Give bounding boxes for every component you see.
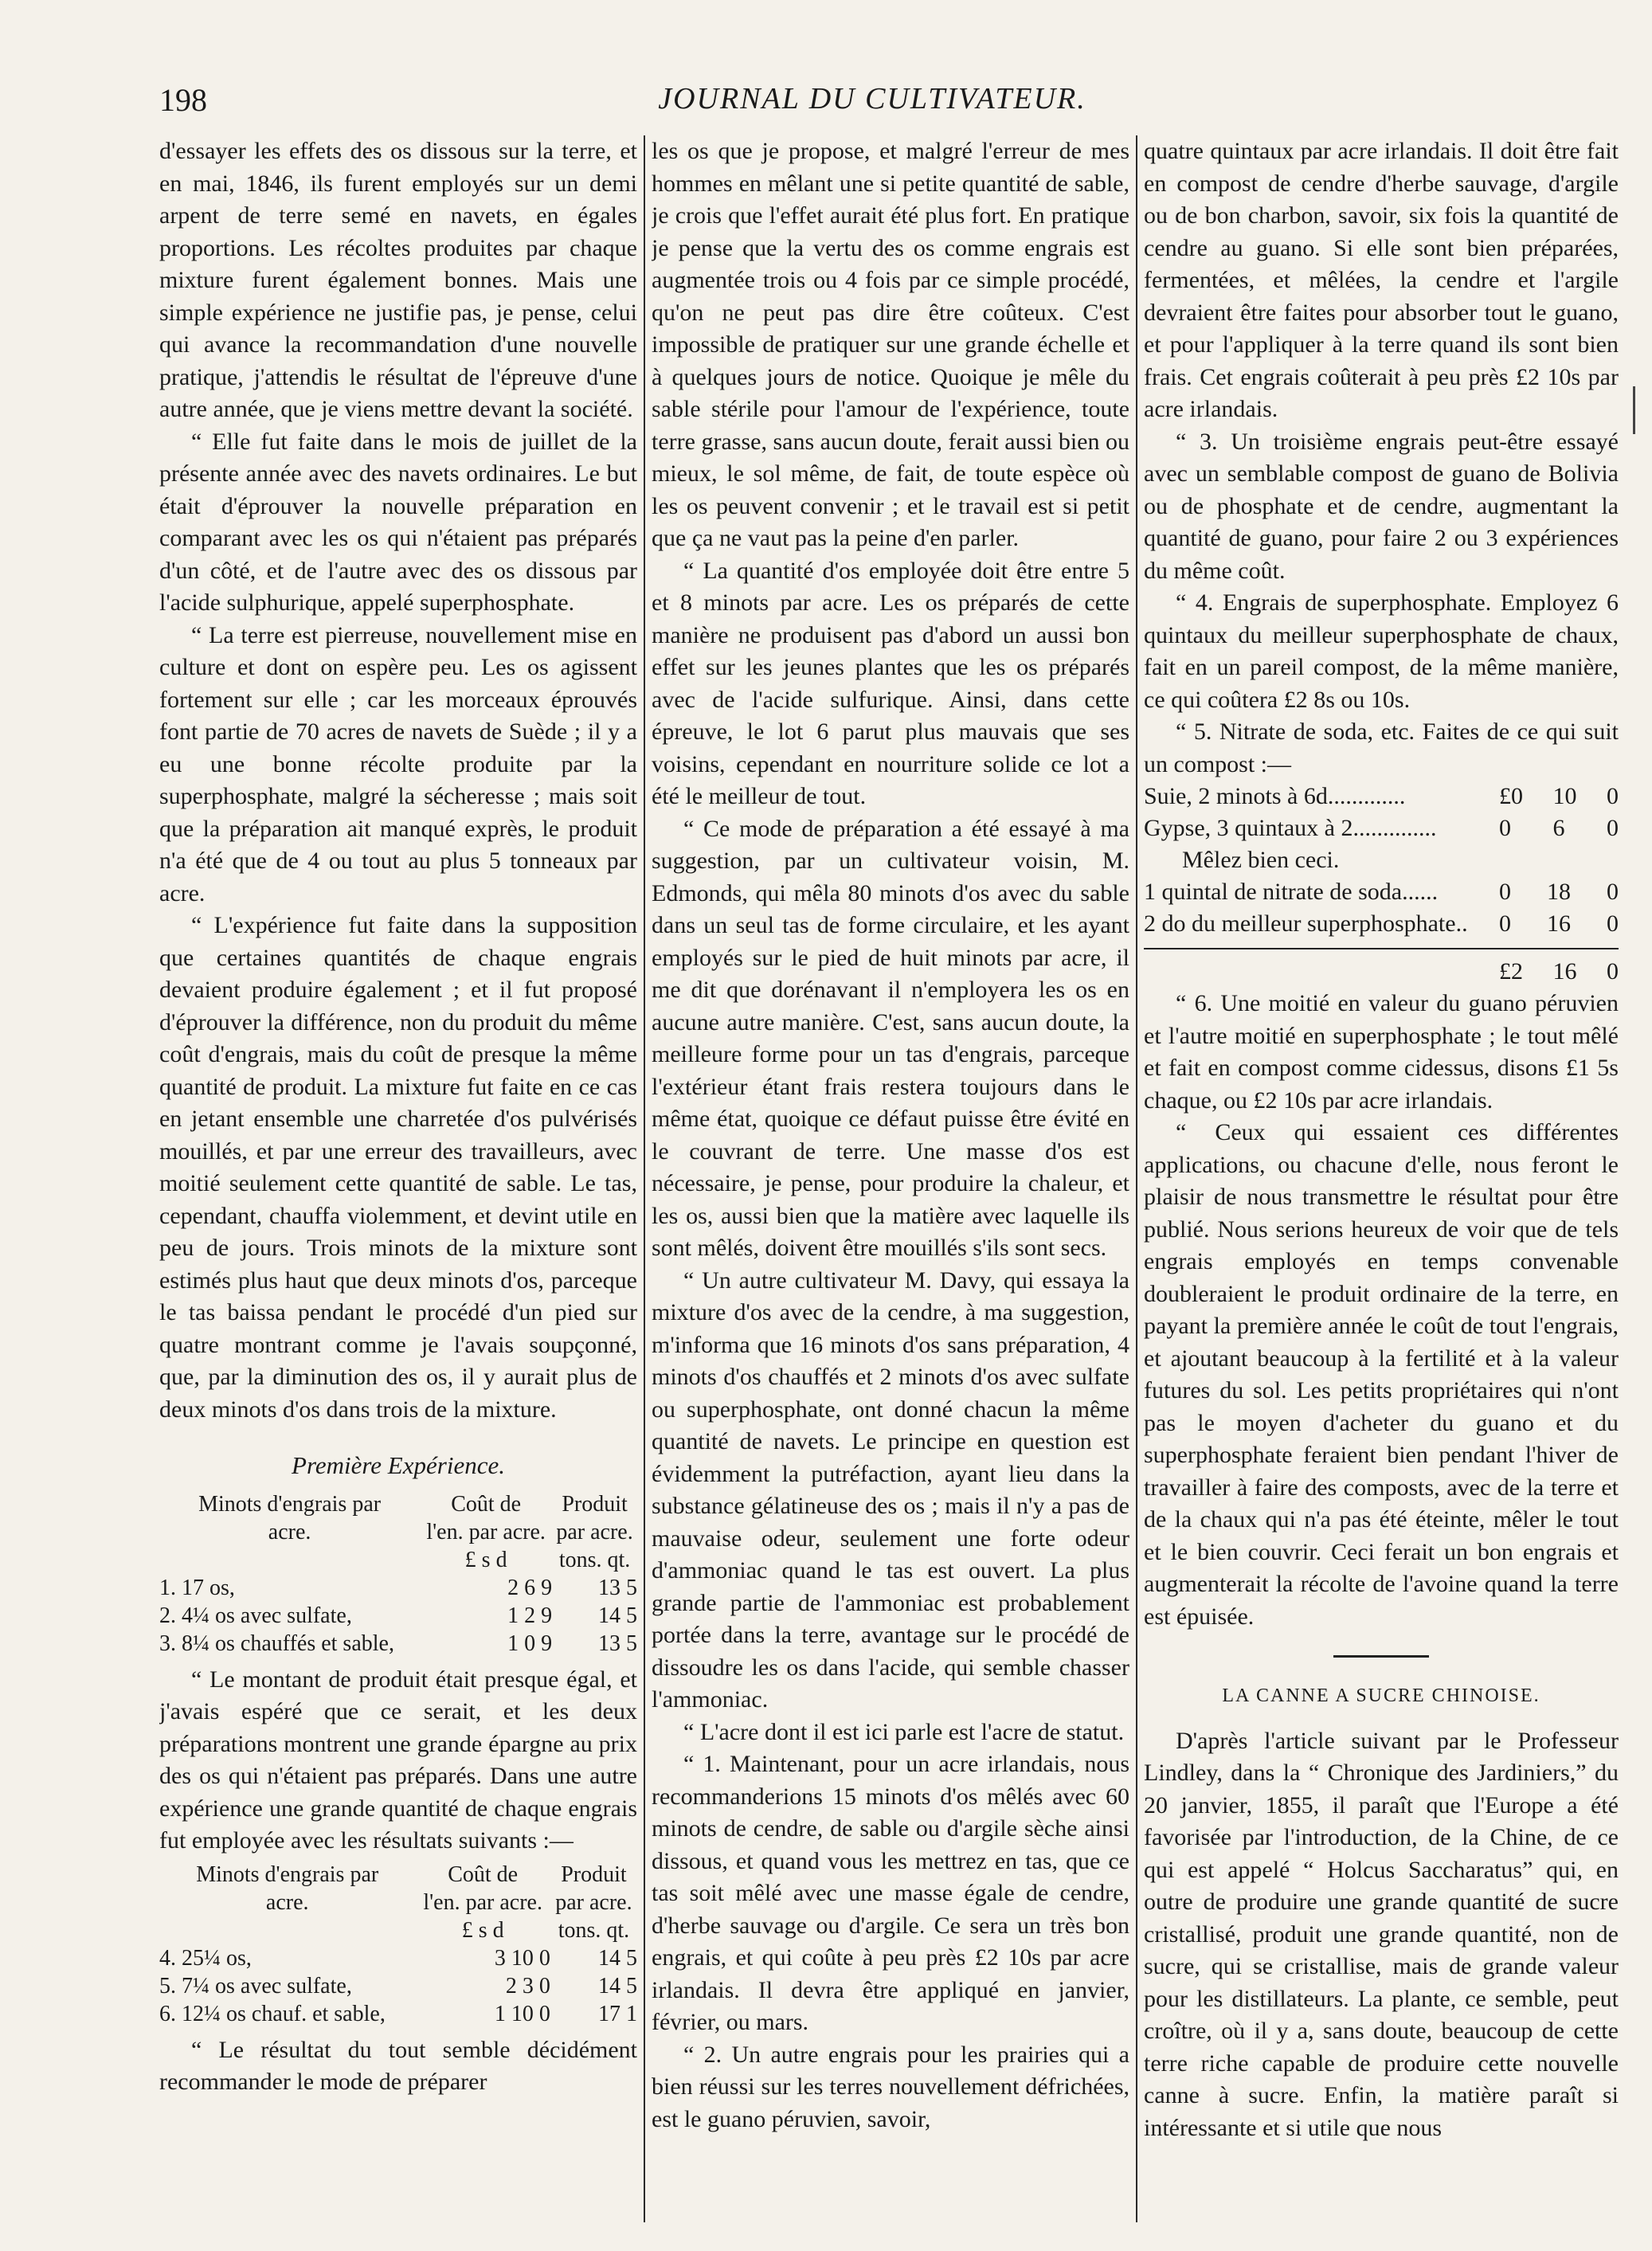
paragraph: “ Elle fut faite dans le mois de juillet de la présente année avec des navets ordinaires. Le but était d'éprouver la nouvelle préparation en comparant avec les os qui n'étaient pas préparés d'un côté, et de l'autre avec des os dissous par l'acide sulphurique, appelé superphosphate. [159, 428, 637, 616]
experiment-table-1 [159, 1490, 637, 1658]
col-header: Coût de [451, 1491, 522, 1517]
column-rule [1136, 135, 1137, 2222]
running-header [159, 73, 1585, 121]
paragraph: “ La terre est pierreuse, nouvellement mise en culture et dont on espère peu. Les os agissent fortement sur elle ; car les morceaux éprouvés font partie de 70 acres de navets de Suède ; il y a eu une bonne récolte produite par la superphosphate, malgré la sécheresse ; mais soit que la préparation ait manqué exprès, le produit n'a été que de 4 ou tout au plus 5 tonneaux par acre. [159, 621, 637, 906]
paragraph: d'essayer les effets des os dissous sur la terre, et en mai, 1846, ils furent employés sur un demi arpent de terre semé en navets, en égales proportions. Les récoltes produites par chaque mixture furent également bonnes. Mais une simple expérience ne justifie pas, je pense, celui qui avance la recommandation d'une nouvelle pratique, j'attendis le résultat de l'épreuve d'une autre année, que je viens mettre devant la société. [159, 138, 637, 422]
table-row: 3. 8¼ os chauffés et sable, 1 0 9 13 5 [159, 1631, 637, 1656]
paragraph: “ Ceux qui essaient ces différentes applications, ou chacune d'elle, nous feront le plaisir de nous transmettre le résultat pour être publié. Nous serions heureux de voir que de tels engrais employés en temps convenable doubleraient le produit ordinaire de la terre, en payant la première année le coût de tout l'engrais, et ajoutant beaucoup à la fertilité et à la valeur futures du sol. Les petits propriétaires qui n'ont pas le moyen d'acheter du guano et du superphosphate feraient bien pendant l'hiver de travailler à faire des composts, avec de la terre et de la chaux qui n'a pas été éteinte, mêler le tout et le bien couvrir. Ceci ferait un bon engrais et augmenterait la récolte de l'avoine quand la terre est épuisée. [1144, 1119, 1619, 1630]
column-1 [159, 135, 637, 2222]
column-2 [652, 135, 1129, 2222]
col-header: Minots d'engrais par [198, 1491, 382, 1517]
recipe-row: Gypse, 3 quintaux à 2.............. 0 6 0 [1144, 815, 1619, 841]
section-divider [1333, 1655, 1429, 1658]
units: tons. qt. [558, 1547, 631, 1572]
margin-mark [1633, 386, 1635, 434]
table-row: 6. 12¼ os chauf. et sable, 1 10 0 17 1 [159, 2001, 637, 2026]
units: £ s d [461, 1917, 504, 1943]
column-3 [1144, 135, 1619, 2222]
journal-title: JOURNAL DU CULTIVATEUR. [658, 82, 1086, 115]
page-number: 198 [159, 82, 207, 118]
col-header: Produit [562, 1491, 628, 1517]
paragraph: quatre quintaux par acre irlandais. Il doit être fait en compost de cendre d'herbe sauvage, d'argile ou de bon charbon, savoir, six fois la quantité de cendre au guano. Si elle sont bien préparées, fermentées, et mêlées, la cendre et l'argile devraient être faites pour absorber tout le guano, et pour l'appliquer à la terre quand ils sont bien frais. Cet engrais coûterait à peu près £2 10s par acre irlandais. [1144, 138, 1619, 422]
col-header: l'en. par acre. [423, 1889, 542, 1915]
paragraph: “ L'acre dont il est ici parle est l'acre de statut. [683, 1718, 1125, 1745]
column-rule [644, 135, 645, 2222]
recipe-total: £2 16 0 [1499, 958, 1619, 985]
paragraph: “ 2. Un autre engrais pour les prairies qui a bien réussi sur les terres nouvellement défrichées, est le guano péruvien, savoir, [652, 2041, 1129, 2132]
units: £ s d [464, 1547, 507, 1572]
paragraph: “ 3. Un troisième engrais peut-être essayé avec un semblable compost de guano de Bolivia ou de phosphate et de cendre, augmentant la quantité de guano, pour faire 2 ou 3 expériences du même coût. [1144, 428, 1619, 584]
table-row: 5. 7¼ os avec sulfate, 2 3 0 14 5 [159, 1973, 637, 1998]
paragraph: “ 6. Une moitié en valeur du guano péruvien et l'autre moitié en superphosphate ; le tout mêlé et fait en compost comme cidessus, disons £1 5s chaque, ou £2 10s par acre irlandais. [1144, 990, 1619, 1114]
compost-recipe [1144, 781, 1619, 988]
table-row: 2. 4¼ os avec sulfate, 1 2 9 14 5 [159, 1603, 637, 1628]
section-heading: Première Expérience. [292, 1451, 505, 1479]
paragraph: “ La quantité d'os employée doit être entre 5 et 8 minots par acre. Les os préparés de cette manière ne produisent pas d'abord un aussi bon effet sur les jeunes plantes que les os préparés avec de l'acide sulfurique. Ainsi, dans cette épreuve, le lot 6 parut plus mauvais que ses voisins, cependant en nourriture solide ce lot a été le meilleur de tout. [652, 557, 1129, 809]
paragraph: “ 1. Maintenant, pour un acre irlandais, nous recommanderions 15 minots d'os mêlés avec 60 minots de cendre, de sable ou d'argile sèche ainsi dissous, et quand vous les mettrez en tas, que ce tas soit mêlé avec une masse égale de cendre, d'herbe sauvage ou d'argile. Ce sera un très bon engrais, et qui coûte à peu près £2 10s par acre irlandais. Il devra être appliqué en janvier, février, ou mars. [652, 1751, 1129, 2035]
paragraph: les os que je propose, et malgré l'erreur de mes hommes en mêlant une si petite quantité de sable, je crois que l'effet aurait été plus fort. En pratique je pense que la vertu des os comme engrais est augmentée trois ou 4 fois par ce simple procédé, qu'on ne peut pas dire être coûteux. C'est impossible de pratiquer sur une grande échelle et à quelques jours de notice. Quoique je mêle du sable stérile pour l'amour de l'expérience, toute terre grasse, sans aucun doute, ferait aussi bien ou mieux, le sol même, de fait, de toute espèce où les os peuvent convenir ; et le travail est si petit que ça ne vaut pas la peine d'en parler. [652, 138, 1129, 551]
paragraph: “ Un autre cultivateur M. Davy, qui essaya la mixture d'os avec de la cendre, à ma suggestion, m'informa que 16 minots d'os sans préparation, 4 minots d'os chauffés et 2 minots d'os avec sulfate ou superphosphate, ont donné chacun la même quantité de navets. Le principe en question est évidemment la putréfaction, ayant lieu dans la substance gélatineuse des os ; mais il n'y a pas de mauvaise odeur, seulement une forte odeur d'ammoniac quand le tas est ouvert. La plus grande partie de l'ammoniac est probablement portée dans la terre, avantage sur le procédé de dissoudre les os dans l'acide, qui semble chasser l'ammoniac. [652, 1266, 1129, 1713]
recipe-row: Suie, 2 minots à 6d............. £0 10 0 [1144, 783, 1619, 809]
table-row: 1. 17 os, 2 6 9 13 5 [159, 1575, 637, 1600]
col-header: acre. [265, 1889, 309, 1915]
units: tons. qt. [558, 1917, 630, 1943]
col-header: acre. [268, 1519, 311, 1544]
paragraph: “ Ce mode de préparation a été essayé à ma suggestion, par un cultivateur voisin, M. Edmonds, qui mêla 80 minots d'os avec du sable dans un seul tas de forme circulaire, et les ayant employés sur le pied de huit minots par acre, il me dit que dorénavant il n'employera les os en aucune autre manière. C'est, sans aucun doute, la meilleure forme pour un tas d'engrais, parceque l'extérieur étant frais restera toujours dans le même état, quoique ce défaut puisse être évité en le couvrant de terre. Une masse d'os est nécessaire, je pense, pour produire la chaleur, et les os, aussi bien que la matière avec laquelle ils sont mêlés, doivent être mouillés s'ils sont secs. [652, 815, 1129, 1261]
col-header: Coût de [448, 1861, 519, 1887]
paragraph: “ Le résultat du tout semble décidément recommander le mode de préparer [159, 2036, 637, 2095]
col-header: Minots d'engrais par [196, 1861, 379, 1887]
sum-rule [1144, 948, 1619, 949]
paragraph: “ 4. Engrais de superphosphate. Employez 6 quintaux du meilleur superphosphate de chaux, fait en un pareil compost, de la même manière, ce qui coûtera £2 8s ou 10s. [1144, 589, 1619, 713]
paragraph: “ Le montant de produit était presque égal, et j'avais espéré que ce serait, et les deux préparations montrent une grande épargne au prix des os qui n'étaient pas préparés. Dans une autre expérience une grande quantité de chaque engrais fut employée avec les résultats suivants :— [159, 1666, 637, 1854]
article-heading: LA CANNE A SUCRE CHINOISE. [1222, 1685, 1540, 1706]
col-header: Produit [561, 1861, 627, 1887]
paragraph: D'après l'article suivant par le Professeur Lindley, dans la “ Chronique des Jardiniers,” du 20 janvier, 1855, il paraît que l'Europe a été favorisée par l'introduction, de la Chine, de ce qui est appelé “ Holcus Saccharatus” qui, en outre de produire une grande quantité de sucre cristallisé, produit une grande quantité, non de sucre, qui se cristallise, mais de grande valeur pour les distillateurs. La plante, ce semble, peut croître, où il y a, sans doute, beaucoup de cette terre riche capable de produire cette nouvelle canne à sucre. Enfin, la matière paraît si intéressante et si utile que nous [1144, 1727, 1619, 2141]
col-header: par acre. [556, 1519, 633, 1544]
recipe-row: 1 quintal de nitrate de soda...... 0 18 0 [1144, 879, 1619, 905]
col-header: par acre. [555, 1889, 632, 1915]
paragraph: “ L'expérience fut faite dans la supposition que certaines quantités de chaque engrais devaient produire également ; et il fut proposé d'éprouver la différence, non du produit du même coût d'engrais, mais du coût de presque la même quantité de produit. La mixture fut faite en ce cas en jetant ensemble une charretée d'os pulvérisés mouillés, et par une erreur des travailleurs, avec moitié seulement cette quantité de sable. Le tas, cependant, chauffa violemment, et devint utile en peu de jours. Trois minots de la mixture sont estimés plus haut que deux minots d'os, parceque le tas baissa pendant le procédé d'un pied sur quatre montrant comme je l'avais soupçonné, que, par la diminution des os, il y aurait plus de deux minots d'os dans trois de la mixture. [159, 912, 637, 1423]
experiment-table-2 [159, 1861, 637, 2028]
col-header: l'en. par acre. [426, 1519, 546, 1544]
table-row: 4. 25¼ os, 3 10 0 14 5 [159, 1945, 637, 1971]
recipe-row: 2 do du meilleur superphosphate.. 0 16 0 [1144, 910, 1619, 937]
paragraph: “ 5. Nitrate de soda, etc. Faites de ce qui suit un compost :— [1144, 718, 1619, 777]
recipe-row: Mêlez bien ceci. [1182, 847, 1340, 873]
